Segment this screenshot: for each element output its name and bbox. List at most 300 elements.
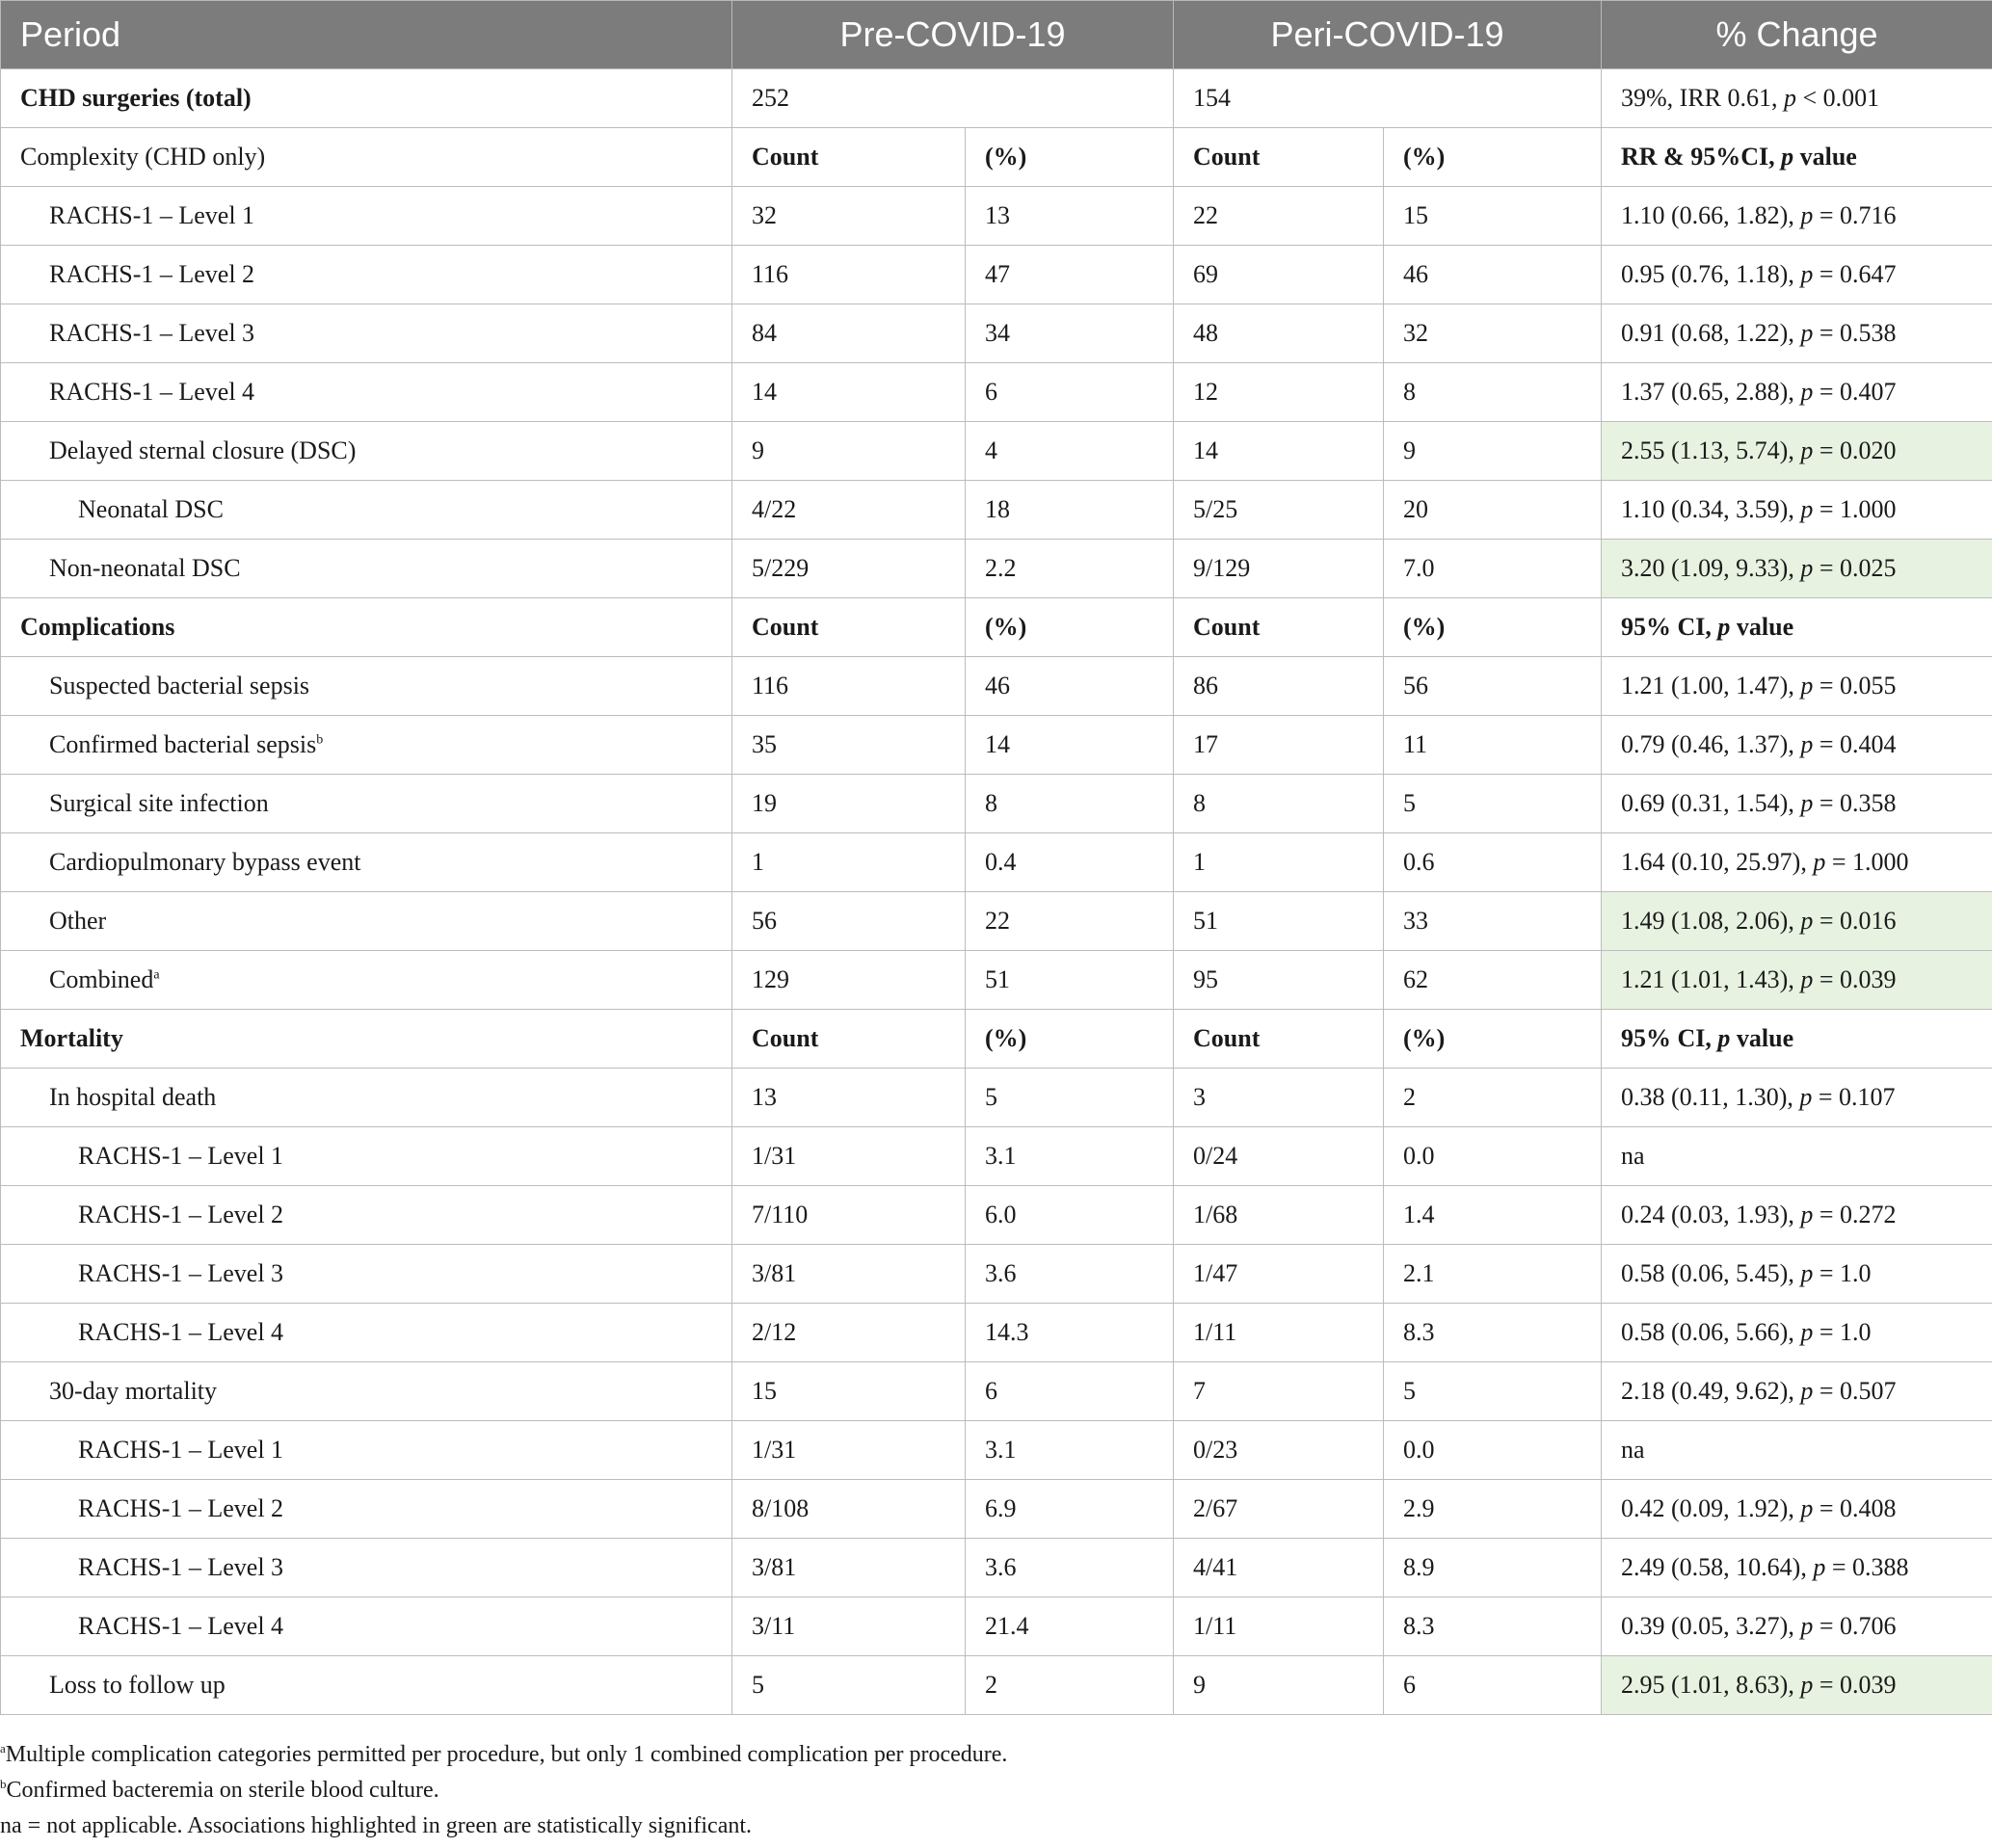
peri-count: 3 — [1174, 1069, 1384, 1127]
change-p-symbol: p — [1800, 1377, 1814, 1405]
change-p-value: = 0.388 — [1825, 1553, 1909, 1581]
row-label — [1, 422, 732, 481]
peri-count: 0/23 — [1174, 1421, 1384, 1480]
row-label — [1, 1304, 732, 1362]
row-label — [1, 187, 732, 246]
change-value — [1602, 775, 1992, 833]
peri-count: 5/25 — [1174, 481, 1384, 540]
row-label-text: 30-day mortality — [49, 1377, 218, 1405]
change-p-value: = 0.039 — [1813, 1671, 1897, 1699]
pre-count: 116 — [732, 657, 966, 716]
peri-count: 86 — [1174, 657, 1384, 716]
row-label-text: Other — [49, 907, 107, 935]
table-body — [1, 69, 1992, 1715]
peri-count: 14 — [1174, 422, 1384, 481]
row-label — [1, 246, 732, 304]
peri-percent: 8.3 — [1384, 1304, 1602, 1362]
change-value — [1602, 1421, 1992, 1480]
change-value — [1602, 246, 1992, 304]
change-p-value: = 0.647 — [1813, 260, 1897, 288]
peri-count: 1/11 — [1174, 1304, 1384, 1362]
peri-count: 69 — [1174, 246, 1384, 304]
row-label-text: Non-neonatal DSC — [49, 554, 241, 582]
pre-count-header: Count — [732, 128, 966, 187]
total-change — [1602, 69, 1992, 128]
table-row — [1, 1656, 1992, 1715]
pre-count: 7/110 — [732, 1186, 966, 1245]
peri-percent: 32 — [1384, 304, 1602, 363]
row-label-text: RACHS-1 – Level 4 — [78, 1612, 284, 1640]
row-label-text: Surgical site infection — [49, 789, 269, 817]
peri-percent: 33 — [1384, 892, 1602, 951]
pre-percent: 4 — [966, 422, 1174, 481]
peri-count: 1/47 — [1174, 1245, 1384, 1304]
pre-count: 19 — [732, 775, 966, 833]
peri-percent-header: (%) — [1384, 128, 1602, 187]
pre-count: 129 — [732, 951, 966, 1010]
change-p-value: = 0.358 — [1813, 789, 1897, 817]
pre-percent: 2 — [966, 1656, 1174, 1715]
pre-count: 2/12 — [732, 1304, 966, 1362]
pre-count: 15 — [732, 1362, 966, 1421]
row-label-text: RACHS-1 – Level 2 — [78, 1494, 284, 1522]
peri-count: 22 — [1174, 187, 1384, 246]
change-estimate: 0.95 (0.76, 1.18), — [1621, 260, 1801, 288]
peri-percent: 8 — [1384, 363, 1602, 422]
row-label-text: Mortality — [20, 1024, 123, 1052]
change-p-value: = 0.039 — [1813, 965, 1897, 993]
change-estimate: 0.58 (0.06, 5.66), — [1621, 1318, 1801, 1346]
table-row — [1, 304, 1992, 363]
row-label-text: RACHS-1 – Level 3 — [49, 319, 255, 347]
change-p-value: = 1.000 — [1813, 495, 1897, 523]
change-p-value: = 0.016 — [1813, 907, 1897, 935]
change-p-symbol: p — [1800, 1494, 1814, 1522]
change-p-symbol: p — [1800, 495, 1814, 523]
change-p-symbol: p — [1813, 848, 1826, 876]
peri-count-header: Count — [1174, 128, 1384, 187]
change-estimate: 1.21 (1.01, 1.43), — [1621, 965, 1801, 993]
total-change-suffix: < 0.001 — [1796, 84, 1880, 112]
pre-count: 3/81 — [732, 1245, 966, 1304]
change-p-value: = 0.025 — [1813, 554, 1897, 582]
change-value — [1602, 1480, 1992, 1539]
row-label-text: RACHS-1 – Level 1 — [49, 201, 255, 229]
change-p-symbol: p — [1800, 201, 1814, 229]
change-estimate: 0.69 (0.31, 1.54), — [1621, 789, 1801, 817]
peri-count: 2/67 — [1174, 1480, 1384, 1539]
peri-count: 1 — [1174, 833, 1384, 892]
change-estimate: 2.55 (1.13, 5.74), — [1621, 436, 1801, 464]
change-value — [1602, 1069, 1992, 1127]
pre-percent: 6.9 — [966, 1480, 1174, 1539]
peri-percent: 62 — [1384, 951, 1602, 1010]
table-row — [1, 716, 1992, 775]
pre-percent: 3.6 — [966, 1539, 1174, 1597]
pre-count: 32 — [732, 187, 966, 246]
pre-count: 13 — [732, 1069, 966, 1127]
change-estimate: 0.39 (0.05, 3.27), — [1621, 1612, 1801, 1640]
peri-percent: 8.9 — [1384, 1539, 1602, 1597]
table-row — [1, 187, 1992, 246]
pre-count: 116 — [732, 246, 966, 304]
peri-count: 17 — [1174, 716, 1384, 775]
change-p-value: = 0.107 — [1812, 1083, 1896, 1111]
peri-count: 8 — [1174, 775, 1384, 833]
row-label-text: RACHS-1 – Level 1 — [78, 1436, 284, 1464]
peri-percent: 6 — [1384, 1656, 1602, 1715]
row-label — [1, 1656, 732, 1715]
change-estimate: 2.95 (1.01, 8.63), — [1621, 1671, 1801, 1699]
change-p-symbol: p — [1800, 554, 1814, 582]
pre-percent: 14.3 — [966, 1304, 1174, 1362]
pre-count: 56 — [732, 892, 966, 951]
row-label-text: Suspected bacterial sepsis — [49, 672, 310, 700]
row-label — [1, 1186, 732, 1245]
table-row — [1, 1069, 1992, 1127]
change-value — [1602, 1656, 1992, 1715]
change-p-symbol: p — [1781, 143, 1794, 171]
row-label-text: RACHS-1 – Level 4 — [78, 1318, 284, 1346]
pre-percent: 47 — [966, 246, 1174, 304]
pre-count: 5 — [732, 1656, 966, 1715]
pre-count: 1/31 — [732, 1127, 966, 1186]
table-row — [1, 363, 1992, 422]
peri-count-header: Count — [1174, 1010, 1384, 1069]
row-label — [1, 1362, 732, 1421]
peri-count: 9 — [1174, 1656, 1384, 1715]
change-p-symbol: p — [1800, 907, 1814, 935]
table-row — [1, 951, 1992, 1010]
peri-percent: 5 — [1384, 1362, 1602, 1421]
pre-percent: 0.4 — [966, 833, 1174, 892]
change-p-value: = 1.0 — [1813, 1259, 1872, 1287]
change-estimate: 1.64 (0.10, 25.97), — [1621, 848, 1814, 876]
change-p-value: = 0.408 — [1813, 1494, 1897, 1522]
peri-count: 48 — [1174, 304, 1384, 363]
change-estimate: 3.20 (1.09, 9.33), — [1621, 554, 1801, 582]
row-label — [1, 1421, 732, 1480]
change-estimate: 95% CI, — [1621, 613, 1718, 641]
row-label-text: Complications — [20, 613, 175, 641]
peri-percent: 2 — [1384, 1069, 1602, 1127]
change-estimate: 0.91 (0.68, 1.22), — [1621, 319, 1801, 347]
peri-percent: 2.1 — [1384, 1245, 1602, 1304]
change-p-value: = 0.055 — [1813, 672, 1897, 700]
pre-count-header: Count — [732, 598, 966, 657]
change-estimate: 0.24 (0.03, 1.93), — [1621, 1201, 1801, 1228]
table-row — [1, 1127, 1992, 1186]
pre-count: 3/81 — [732, 1539, 966, 1597]
row-label-text: RACHS-1 – Level 1 — [78, 1142, 284, 1170]
table-row — [1, 775, 1992, 833]
table-row — [1, 1539, 1992, 1597]
change-value — [1602, 1304, 1992, 1362]
change-value — [1602, 363, 1992, 422]
table-header-row — [1, 1, 1992, 69]
peri-count: 9/129 — [1174, 540, 1384, 598]
change-p-symbol: p — [1799, 1083, 1813, 1111]
row-label — [1, 363, 732, 422]
pre-percent: 8 — [966, 775, 1174, 833]
pre-count: 35 — [732, 716, 966, 775]
footnote-a — [0, 1742, 1992, 1768]
change-value — [1602, 951, 1992, 1010]
change-value — [1602, 892, 1992, 951]
change-p-symbol: p — [1717, 1024, 1731, 1052]
peri-percent-header: (%) — [1384, 1010, 1602, 1069]
change-estimate: 0.42 (0.09, 1.92), — [1621, 1494, 1801, 1522]
footnote-b-mark: b — [0, 1777, 7, 1791]
footnote-a-text: Multiple complication categories permitted per procedure, but only 1 combined complication per procedure. — [5, 1742, 1008, 1767]
table-row — [1, 1304, 1992, 1362]
footnote-b — [0, 1778, 1992, 1804]
change-estimate: na — [1621, 1142, 1645, 1170]
row-label — [1, 833, 732, 892]
pre-percent: 6.0 — [966, 1186, 1174, 1245]
pre-count: 1/31 — [732, 1421, 966, 1480]
row-label-text: RACHS-1 – Level 3 — [78, 1259, 284, 1287]
change-value — [1602, 481, 1992, 540]
row-label-text: RACHS-1 – Level 2 — [78, 1201, 284, 1228]
change-p-symbol: p — [1800, 672, 1814, 700]
change-value — [1602, 833, 1992, 892]
table-row — [1, 1245, 1992, 1304]
change-header — [1602, 1010, 1992, 1069]
total-label: CHD surgeries (total) — [1, 69, 732, 128]
pre-count: 3/11 — [732, 1597, 966, 1656]
pre-count: 4/22 — [732, 481, 966, 540]
row-label — [1, 1069, 732, 1127]
change-value — [1602, 304, 1992, 363]
peri-percent: 0.6 — [1384, 833, 1602, 892]
peri-percent: 20 — [1384, 481, 1602, 540]
change-value — [1602, 1127, 1992, 1186]
footnote-na: na = not applicable. Associations highlighted in green are statistically significant. — [0, 1813, 753, 1838]
row-label — [1, 775, 732, 833]
peri-count: 12 — [1174, 363, 1384, 422]
table-row — [1, 1421, 1992, 1480]
table-row — [1, 246, 1992, 304]
change-value — [1602, 422, 1992, 481]
change-p-value: = 1.0 — [1813, 1318, 1872, 1346]
change-header — [1602, 128, 1992, 187]
row-label-text: RACHS-1 – Level 4 — [49, 378, 255, 406]
change-value — [1602, 1245, 1992, 1304]
total-peri: 154 — [1174, 69, 1602, 128]
pre-percent: 46 — [966, 657, 1174, 716]
row-label — [1, 598, 732, 657]
peri-count: 0/24 — [1174, 1127, 1384, 1186]
peri-percent: 8.3 — [1384, 1597, 1602, 1656]
change-value — [1602, 1539, 1992, 1597]
change-p-symbol: p — [1800, 1318, 1814, 1346]
row-label-text: Complexity (CHD only) — [20, 143, 266, 171]
change-p-value: value — [1730, 613, 1794, 641]
change-estimate: 0.58 (0.06, 5.45), — [1621, 1259, 1801, 1287]
change-estimate: na — [1621, 1436, 1645, 1464]
change-p-symbol: p — [1800, 965, 1814, 993]
section-header-row — [1, 598, 1992, 657]
footnote-marker: a — [153, 967, 160, 983]
table-row — [1, 1186, 1992, 1245]
pre-count: 14 — [732, 363, 966, 422]
peri-percent: 5 — [1384, 775, 1602, 833]
table-row — [1, 1597, 1992, 1656]
change-p-value: = 0.538 — [1813, 319, 1897, 347]
peri-percent: 1.4 — [1384, 1186, 1602, 1245]
peri-count: 1/68 — [1174, 1186, 1384, 1245]
footnote-b-text: Confirmed bacteremia on sterile blood culture. — [6, 1778, 439, 1803]
pre-percent-header: (%) — [966, 598, 1174, 657]
peri-percent: 0.0 — [1384, 1421, 1602, 1480]
row-label-text: Delayed sternal closure (DSC) — [49, 436, 357, 464]
section-header-row — [1, 128, 1992, 187]
pre-percent-header: (%) — [966, 128, 1174, 187]
row-label-text: Cardiopulmonary bypass event — [49, 848, 361, 876]
change-estimate: 1.37 (0.65, 2.88), — [1621, 378, 1801, 406]
header-period: Period — [1, 1, 732, 69]
pre-percent: 6 — [966, 1362, 1174, 1421]
row-label — [1, 481, 732, 540]
change-p-value: value — [1793, 143, 1857, 171]
section-header-row — [1, 1010, 1992, 1069]
pre-count: 8/108 — [732, 1480, 966, 1539]
change-estimate: RR & 95%CI, — [1621, 143, 1782, 171]
peri-percent: 11 — [1384, 716, 1602, 775]
total-pre: 252 — [732, 69, 1174, 128]
table-row — [1, 892, 1992, 951]
peri-count: 1/11 — [1174, 1597, 1384, 1656]
row-label — [1, 657, 732, 716]
change-p-value: = 0.020 — [1813, 436, 1897, 464]
change-estimate: 1.21 (1.00, 1.47), — [1621, 672, 1801, 700]
pre-percent: 3.1 — [966, 1421, 1174, 1480]
change-p-symbol: p — [1800, 1612, 1814, 1640]
row-label-text: Confirmed bacterial sepsis — [49, 730, 317, 758]
pre-count: 1 — [732, 833, 966, 892]
change-value — [1602, 1362, 1992, 1421]
change-value — [1602, 1186, 1992, 1245]
change-estimate: 1.10 (0.66, 1.82), — [1621, 201, 1801, 229]
change-p-value: value — [1730, 1024, 1794, 1052]
table-row — [1, 1362, 1992, 1421]
pre-percent: 22 — [966, 892, 1174, 951]
change-p-value: = 0.716 — [1813, 201, 1897, 229]
header-percent-change: % Change — [1602, 1, 1992, 69]
row-label-text: In hospital death — [49, 1083, 217, 1111]
peri-percent: 9 — [1384, 422, 1602, 481]
change-value — [1602, 657, 1992, 716]
peri-percent: 15 — [1384, 187, 1602, 246]
table-row — [1, 540, 1992, 598]
table-row — [1, 481, 1992, 540]
change-p-symbol: p — [1800, 378, 1814, 406]
peri-count: 4/41 — [1174, 1539, 1384, 1597]
footnote-a-mark: a — [0, 1741, 6, 1756]
row-label-text: RACHS-1 – Level 3 — [78, 1553, 284, 1581]
row-label — [1, 716, 732, 775]
change-p-symbol: p — [1717, 613, 1731, 641]
change-p-symbol: p — [1800, 436, 1814, 464]
change-p-symbol: p — [1800, 1671, 1814, 1699]
pre-count: 5/229 — [732, 540, 966, 598]
change-p-symbol: p — [1800, 319, 1814, 347]
row-label — [1, 1597, 732, 1656]
change-value — [1602, 1597, 1992, 1656]
change-estimate: 2.49 (0.58, 10.64), — [1621, 1553, 1814, 1581]
change-value — [1602, 187, 1992, 246]
pre-percent: 6 — [966, 363, 1174, 422]
pre-percent: 2.2 — [966, 540, 1174, 598]
change-p-symbol: p — [1800, 730, 1814, 758]
header-peri-covid: Peri-COVID-19 — [1174, 1, 1602, 69]
pre-percent: 3.1 — [966, 1127, 1174, 1186]
change-estimate: 0.79 (0.46, 1.37), — [1621, 730, 1801, 758]
total-change-p: p — [1784, 84, 1796, 112]
change-estimate: 95% CI, — [1621, 1024, 1718, 1052]
peri-count-header: Count — [1174, 598, 1384, 657]
table-row — [1, 657, 1992, 716]
change-p-value: = 0.272 — [1813, 1201, 1897, 1228]
peri-percent: 7.0 — [1384, 540, 1602, 598]
change-p-value: = 0.407 — [1813, 378, 1897, 406]
row-label — [1, 1010, 732, 1069]
pre-count: 9 — [732, 422, 966, 481]
change-p-value: = 0.706 — [1813, 1612, 1897, 1640]
row-label-text: RACHS-1 – Level 2 — [49, 260, 255, 288]
row-label — [1, 540, 732, 598]
pre-percent: 14 — [966, 716, 1174, 775]
change-p-value: = 0.404 — [1813, 730, 1897, 758]
change-p-value: = 0.507 — [1813, 1377, 1897, 1405]
total-change-prefix: 39%, IRR 0.61, — [1621, 84, 1784, 112]
peri-percent: 56 — [1384, 657, 1602, 716]
table-row — [1, 833, 1992, 892]
pre-percent-header: (%) — [966, 1010, 1174, 1069]
row-label — [1, 1245, 732, 1304]
pre-count-header: Count — [732, 1010, 966, 1069]
total-row — [1, 69, 1992, 128]
change-estimate: 1.10 (0.34, 3.59), — [1621, 495, 1801, 523]
peri-percent: 2.9 — [1384, 1480, 1602, 1539]
pre-percent: 5 — [966, 1069, 1174, 1127]
change-value — [1602, 716, 1992, 775]
change-header — [1602, 598, 1992, 657]
peri-percent-header: (%) — [1384, 598, 1602, 657]
peri-count: 95 — [1174, 951, 1384, 1010]
change-p-symbol: p — [1800, 1259, 1814, 1287]
row-label — [1, 1480, 732, 1539]
change-estimate: 1.49 (1.08, 2.06), — [1621, 907, 1801, 935]
row-label — [1, 1539, 732, 1597]
row-label — [1, 951, 732, 1010]
row-label-text: Combined — [49, 965, 154, 993]
peri-count: 51 — [1174, 892, 1384, 951]
row-label-text: Neonatal DSC — [78, 495, 224, 523]
change-p-value: = 1.000 — [1825, 848, 1909, 876]
pre-count: 84 — [732, 304, 966, 363]
pre-percent: 21.4 — [966, 1597, 1174, 1656]
change-value — [1602, 540, 1992, 598]
header-pre-covid: Pre-COVID-19 — [732, 1, 1174, 69]
change-estimate: 2.18 (0.49, 9.62), — [1621, 1377, 1801, 1405]
change-estimate: 0.38 (0.11, 1.30), — [1621, 1083, 1800, 1111]
footnote-marker: b — [316, 732, 324, 748]
pre-percent: 13 — [966, 187, 1174, 246]
table-row — [1, 1480, 1992, 1539]
peri-count: 7 — [1174, 1362, 1384, 1421]
